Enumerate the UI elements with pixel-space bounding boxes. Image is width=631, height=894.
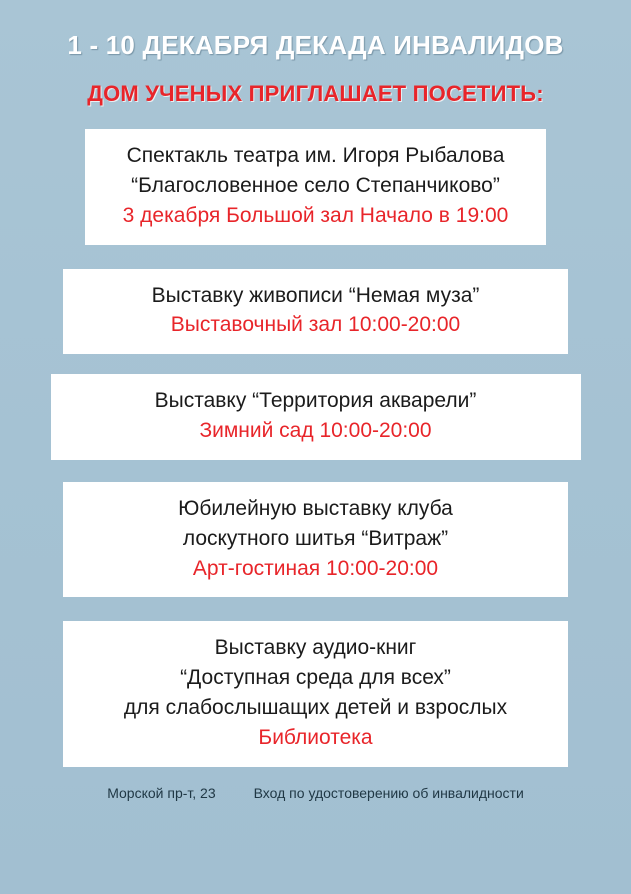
event-card — [63, 621, 568, 766]
event-line-accent: Выставочный зал 10:00-20:00 — [170, 313, 461, 337]
event-line: Выставку аудио-книг — [214, 636, 417, 660]
event-card — [63, 482, 568, 597]
footer-note: Вход по удостоверению об инвалидности — [253, 784, 524, 801]
event-line-accent: Библиотека — [258, 725, 373, 749]
page-title: 1 - 10 ДЕКАБРЯ ДЕКАДА ИНВАЛИДОВ — [67, 30, 564, 60]
page-subtitle: ДОМ УЧЕНЫХ ПРИГЛАШАЕТ ПОСЕТИТЬ: — [87, 81, 544, 107]
event-line: Выставку “Территория акварели” — [154, 389, 477, 413]
event-line-accent: Зимний сад 10:00-20:00 — [199, 419, 432, 443]
event-card — [85, 129, 546, 244]
event-card — [63, 269, 568, 355]
event-line: Юбилейную выставку клуба — [178, 496, 453, 520]
event-line: “Благословенное село Степанчиково” — [131, 174, 500, 197]
footer-address: Морской пр-т, 23 — [107, 784, 216, 801]
event-line: “Доступная среда для всех” — [180, 666, 451, 690]
event-line: Выставку живописи “Немая муза” — [151, 283, 480, 307]
event-line: для слабослышащих детей и взрослых — [123, 695, 508, 719]
event-card — [51, 374, 581, 460]
event-line-accent: 3 декабря Большой зал Начало в 19:00 — [122, 203, 509, 227]
event-line-accent: Арт-гостиная 10:00-20:00 — [192, 556, 439, 580]
event-list — [0, 129, 631, 766]
title-block — [0, 0, 631, 107]
event-line: Спектакль театра им. Игоря Рыбалова — [126, 144, 505, 168]
footer — [0, 785, 631, 801]
event-line: лоскутного шитья “Витраж” — [182, 526, 449, 550]
